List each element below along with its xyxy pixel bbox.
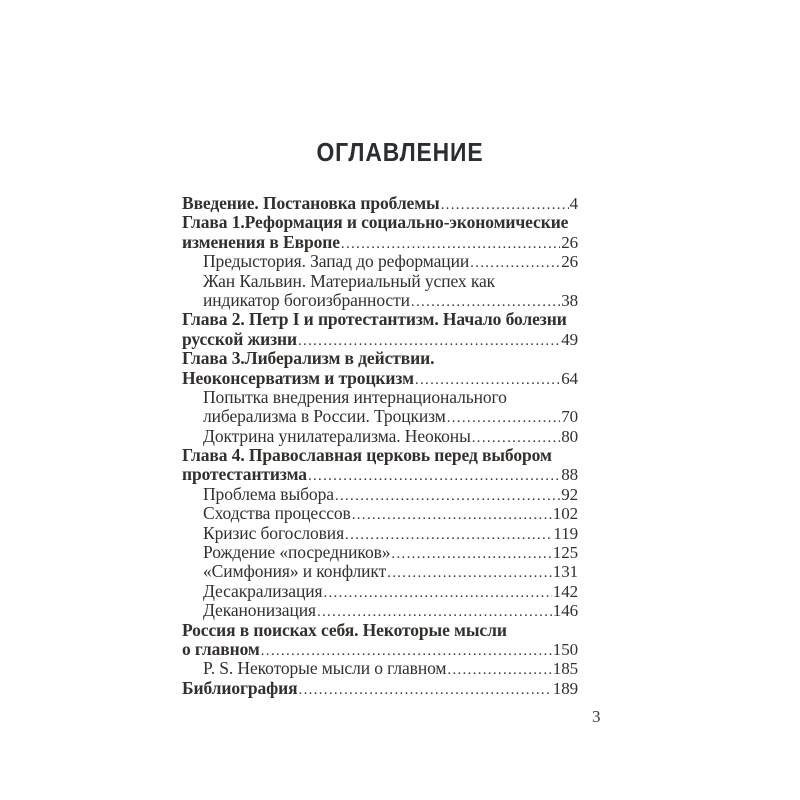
toc-list — [182, 194, 578, 698]
toc-entry-line — [182, 582, 578, 601]
toc-entry-line — [182, 640, 578, 659]
toc-entry-text: Глава 3.Либерализм в действии. — [182, 348, 435, 369]
toc-entry-line — [182, 272, 578, 291]
toc-entry-text: Введение. Постановка проблемы — [182, 193, 440, 213]
toc-entry-text: протестантизма — [182, 464, 307, 485]
toc-entry-line — [182, 330, 578, 349]
toc-page-number: 70 — [561, 407, 578, 427]
toc-entry-line — [182, 252, 578, 271]
dot-leader — [447, 659, 551, 680]
toc-page-number: 38 — [561, 290, 578, 310]
toc-entry-text: Проблема выбора — [203, 483, 334, 504]
toc-entry-text: Сходства процессов — [203, 503, 351, 524]
toc-page-number: 185 — [552, 659, 578, 679]
toc-entry-text: Жан Кальвин. Материальный успех как — [203, 270, 496, 291]
toc-entry-line — [182, 233, 578, 252]
toc-page-number: 131 — [552, 562, 578, 582]
toc-entry-line — [182, 446, 578, 465]
toc-entry-line — [182, 427, 578, 446]
toc-page-number: 142 — [552, 581, 578, 601]
toc-entry-line — [182, 504, 578, 523]
toc-page-number: 26 — [561, 232, 578, 252]
toc-entry-line — [182, 621, 578, 640]
toc-page-number: 80 — [561, 426, 578, 446]
toc-entry-line — [182, 213, 578, 232]
toc-page-number: 189 — [552, 678, 578, 698]
toc-page-number: 125 — [552, 543, 578, 563]
toc-entry-line — [182, 679, 578, 698]
toc-page-number: 26 — [561, 252, 578, 272]
dot-leader — [335, 485, 560, 506]
page-number-folio: 3 — [592, 707, 601, 726]
toc-entry-line — [182, 369, 578, 388]
toc-entry-text: о главном — [182, 638, 260, 659]
toc-entry-text: Попытка внедрения интернационального — [203, 386, 507, 407]
toc-entry-line — [182, 659, 578, 678]
dot-leader — [387, 562, 552, 583]
toc-entry-line — [182, 291, 578, 310]
toc-page-number: 64 — [561, 368, 578, 388]
toc-entry-line — [182, 524, 578, 543]
toc-entry-line — [182, 388, 578, 407]
toc-entry-text: изменения в Европе — [182, 231, 340, 252]
toc-entry-line — [182, 194, 578, 213]
dot-leader — [308, 465, 560, 486]
dot-leader — [323, 582, 551, 603]
toc-page-number: 146 — [552, 601, 578, 621]
toc-entry-text: Неоконсерватизм и троцкизм — [182, 367, 414, 388]
toc-entry-text: Предыстория. Запад до реформации — [203, 251, 470, 272]
toc-page-number: 49 — [561, 329, 578, 349]
toc-entry-text: «Симфония» и конфликт — [203, 561, 387, 582]
dot-leader — [352, 504, 552, 525]
toc-entry-text: Библиография — [182, 677, 298, 698]
toc-page-number: 119 — [553, 523, 578, 543]
toc-entry-text: Кризис богословия — [203, 522, 345, 543]
toc-title: ОГЛАВЛЕНИЕ — [316, 137, 484, 167]
toc-entry-text: Глава 4. Православная церковь перед выбором — [182, 445, 552, 466]
toc-entry-text: Рождение «посредников» — [203, 542, 391, 563]
toc-entry-text: Деканонизация — [203, 600, 316, 621]
toc-entry-text: русской жизни — [182, 328, 297, 349]
toc-entry-line — [182, 349, 578, 368]
toc-page-number: 4 — [569, 194, 578, 213]
toc-page-number: 92 — [561, 484, 578, 504]
toc-entry-line — [182, 465, 578, 484]
toc-entry-line — [182, 543, 578, 562]
dot-leader — [299, 679, 552, 700]
toc-entry-text: либерализма в России. Троцкизм — [203, 406, 446, 427]
dot-leader — [391, 543, 551, 564]
toc-entry-line — [182, 562, 578, 581]
toc-entry-line — [182, 310, 578, 329]
toc-entry-text: Доктрина унилатерализма. Неоконы — [203, 425, 471, 446]
toc-entry-line — [182, 407, 578, 426]
toc-entry-text: Глава 1.Реформация и социально-экономические — [182, 212, 569, 233]
toc-page-number: 102 — [552, 504, 578, 524]
toc-page-number: 88 — [561, 465, 578, 485]
toc-entry-line — [182, 601, 578, 620]
toc-entry-text: Глава 2. Петр I и протестантизм. Начало болезни — [182, 309, 567, 330]
toc-page-number: 150 — [552, 639, 578, 659]
toc-entry-text: Десакрализация — [203, 580, 323, 601]
toc-entry-text: индикатор богоизбранности — [203, 289, 410, 310]
toc-entry-text: P. S. Некоторые мысли о главном — [203, 658, 447, 679]
toc-entry-line — [182, 485, 578, 504]
toc-entry-text: Россия в поисках себя. Некоторые мысли — [182, 619, 507, 640]
